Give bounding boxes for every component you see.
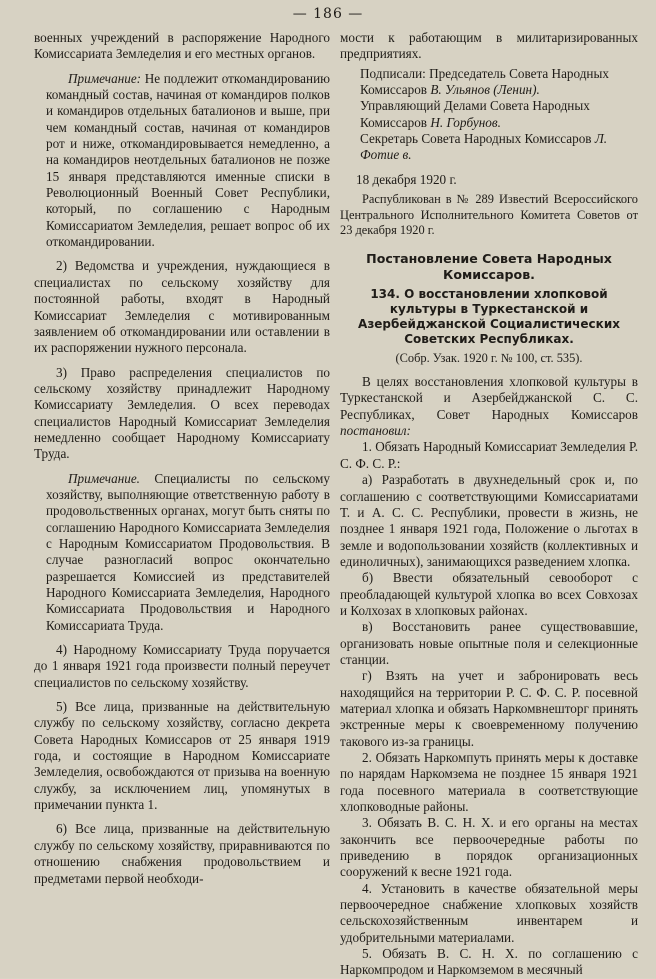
decree-date: 18 декабря 1920 г. [356,171,457,187]
signature-name: Л. Фотие в. [360,131,608,163]
signature-1 [340,66,638,99]
item-1g: г) Взять на учет и забронировать весь находящийся на территории Р. С. Ф. С. Р. посевной материал хлопка и обязать Наркомвнешторг принять экстренные меры к своевременному получению такового из-за границы. [340,668,638,749]
item-4: 4. Установить в качестве обязательной меры первоочередное снабжение хлопковых хозяйств сельскохозяйственным инвентарем и удобрительными материалами. [340,880,638,945]
paragraph-3: 3) Право распределения специалистов по сельскому хозяйству принадлежит Народному Комиссариату Земледелия. О всех переводах специалистов Народный Комиссариат Земледелия немедленно сообщает Народному Комиссариату Труда. [34,364,330,462]
signature-label: Управляющий Делами Совета Народных Комиссаров [360,98,590,130]
note-text: Не подлежит откомандированию командный состав, начиная от командиров полков и командиров отдельных баталионов и выше, при чем командный состав, начиная от командиров рот и ниже, откомандировывается немедленно, а на командиров неотдельных баталионов не позже 15 января представляются именные списки в Революционный Военный Совет Республики, который, по соглашению с Народным Комиссариатом Земледелия, решает вопрос об их откомандировании. [46,70,330,250]
signature-name: Н. Горбунов. [430,114,501,130]
source-reference: (Собр. Узак. 1920 г. № 100, ст. 535). [395,350,583,365]
paragraph-6: 6) Все лица, призванные на действительную службу по сельскому хозяйству, приравниваются по отношению снабжения продовольствием и предметами первой необходи- [34,821,330,886]
signature-label: Подписали: Председатель Совета Народных Комиссаров [360,65,609,98]
preamble-text: В целях восстановления хлопковой культуры в Туркестанской и Азербейджанской С. С. Республиках, Совет Народных Комиссаров [340,374,638,422]
note-text: Специалисты по сельскому хозяйству, выполняющие ответственную работу в продовольственных органах, могут быть сняты по соглашению Народного Комиссариата Земледелия с Народным Комиссариатом Продовольствия. В случае разногласий вопрос окончательно разрешается Комиссией из представителей Народного Комиссариата Земледелия, Народного Комиссариата Продовольствия и Народного Комиссариата Труда. [46,470,330,633]
decree-title: Постановление Совета Народных Комиссаров. [366,250,612,282]
paragraph-2: 2) Ведомства и учреждения, нуждающиеся в специалистах по сельскому хозяйству для постоянной работы, входят в Народный Комиссариат Земледелия с мотивированным заявлением об откомандировании или оставлении в их распоряжении нужного персонала. [34,258,330,356]
preamble-resolved: постановил: [340,423,411,439]
preamble [340,374,638,439]
decree-subtitle: 134. О восстановлении хлопковой культуры в Туркестанской и Азербейджанской Социалистических Советских Республиках. [358,286,620,346]
right-column [340,30,638,979]
paragraph-5: 5) Все лица, призванные на действительную службу по сельскому хозяйству, согласно декрета Совета Народных Комиссаров от 25 января 1919 года, и состоящие в Народном Комиссариате Земледелия, освобождаются от призыва на военную службу, за исключением лиц, упомянутых в примечании пункта 1. [34,699,330,813]
left-column [34,30,330,887]
note-label: Примечание. [68,470,140,486]
item-2: 2. Обязать Наркомпуть принять меры к доставке по нарядам Наркомзема не позднее 15 января 1921 года посевного материала в соответствующие хлопководные районы. [340,750,638,815]
intro-paragraph: военных учреждений в распоряжение Народного Комиссариата Земледелия и его местных органов. [34,30,330,62]
paragraph-4: 4) Народному Комиссариату Труда поручается до 1 января 1921 года произвести полный переучет специалистов по сельскому хозяйству. [34,642,330,690]
note-1 [34,71,330,251]
signature-label: Секретарь Совета Народных Комиссаров [360,131,592,147]
item-5: 5. Обязать В. С. Н. Х. по соглашению с Наркомпродом и Наркомземом в месячный [340,946,638,978]
signature-2 [340,98,638,131]
publication-note: Распубликован в № 289 Известий Всероссийского Центрального Исполнительного Комитета Советов от 23 декабря 1920 г. [340,192,638,238]
item-3: 3. Обязать В. С. Н. Х. и его органы на местах закончить все первоочередные работы по приведению в порядок организационных сооружений к весне 1921 года. [340,815,638,880]
item-1v: в) Восстановить ранее существовавшие, организовать новые опытные поля и селекционные станции. [340,619,638,667]
item-1a: а) Разработать в двухнедельный срок и, по соглашению с соответствующими Комиссариатами Т. и А. С. С. Республики, провести в жизнь, не позднее 1 января 1921 года, Положение о льготах в земле и водопользовании хозяйств (коллективных и единоличных), занимающихся разведением хлопка. [340,472,638,569]
page-number: — 186 — [292,6,364,22]
note-label: Примечание: [68,70,142,86]
item-1: 1. Обязать Народный Комиссариат Земледелия Р. С. Ф. С. Р.: [340,439,638,471]
signature-name: В. Ульянов (Ленин). [430,82,540,98]
item-1b: б) Ввести обязательный севооборот с преобладающей культурой хлопка во всех Совхозах и Колхозах в хлопковых районах. [340,570,638,618]
signature-3 [340,131,638,164]
continuation-paragraph: мости к работающим в милитаризированных предприятиях. [340,30,638,62]
note-2 [34,471,330,634]
